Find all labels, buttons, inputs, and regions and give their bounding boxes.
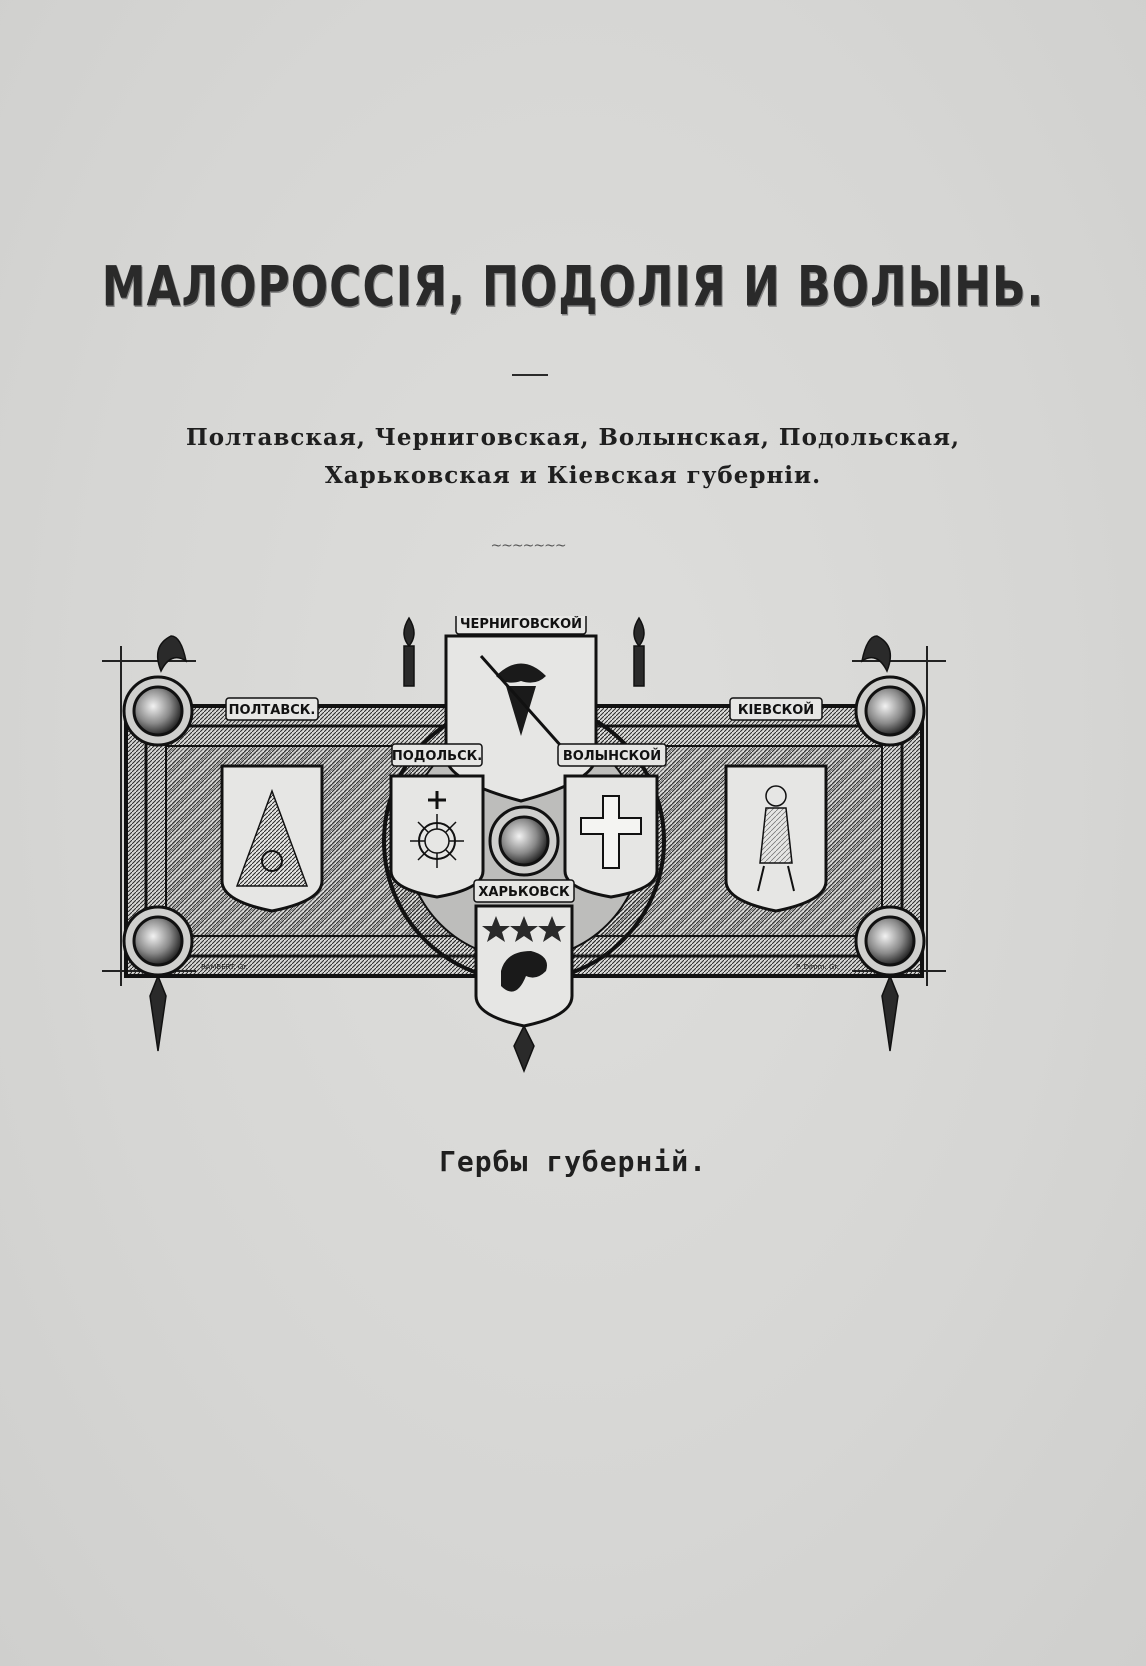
subtitle-line-2: Харьковская и Кіевская губерніи. (324, 462, 822, 489)
banner-poltava: ПОЛТАВСК. (228, 703, 316, 718)
banner-kiev: КІЕВСКОЙ (737, 703, 815, 718)
page-title: МАЛОРОССІЯ, ПОДОЛІЯ И ВОЛЫНЬ. (101, 255, 1045, 320)
engraver-signature-left: RAMBERT. Gr. (201, 963, 248, 971)
shield-kharkov (474, 880, 574, 1026)
subtitle-line-1: Полтавская, Черниговская, Волынская, Подольская, (186, 424, 960, 451)
banner-podolsk: ПОДОЛЬСК. (391, 749, 483, 764)
title-rule (512, 374, 548, 376)
illustration-caption: Гербы губерній. (439, 1145, 707, 1178)
banner-volyn: ВОЛЫНСКОЙ (562, 749, 662, 764)
coats-of-arms-illustration (96, 616, 952, 1136)
shield-chernigov (446, 616, 596, 801)
banner-kharkov: ХАРЬКОВСК (478, 885, 570, 900)
ornament-divider: ~~~~~~~ (490, 538, 566, 554)
banner-chernigov: ЧЕРНИГОВСКОЙ (459, 617, 583, 632)
engraver-signature-right: P. Dimm. Gr. (796, 963, 839, 971)
